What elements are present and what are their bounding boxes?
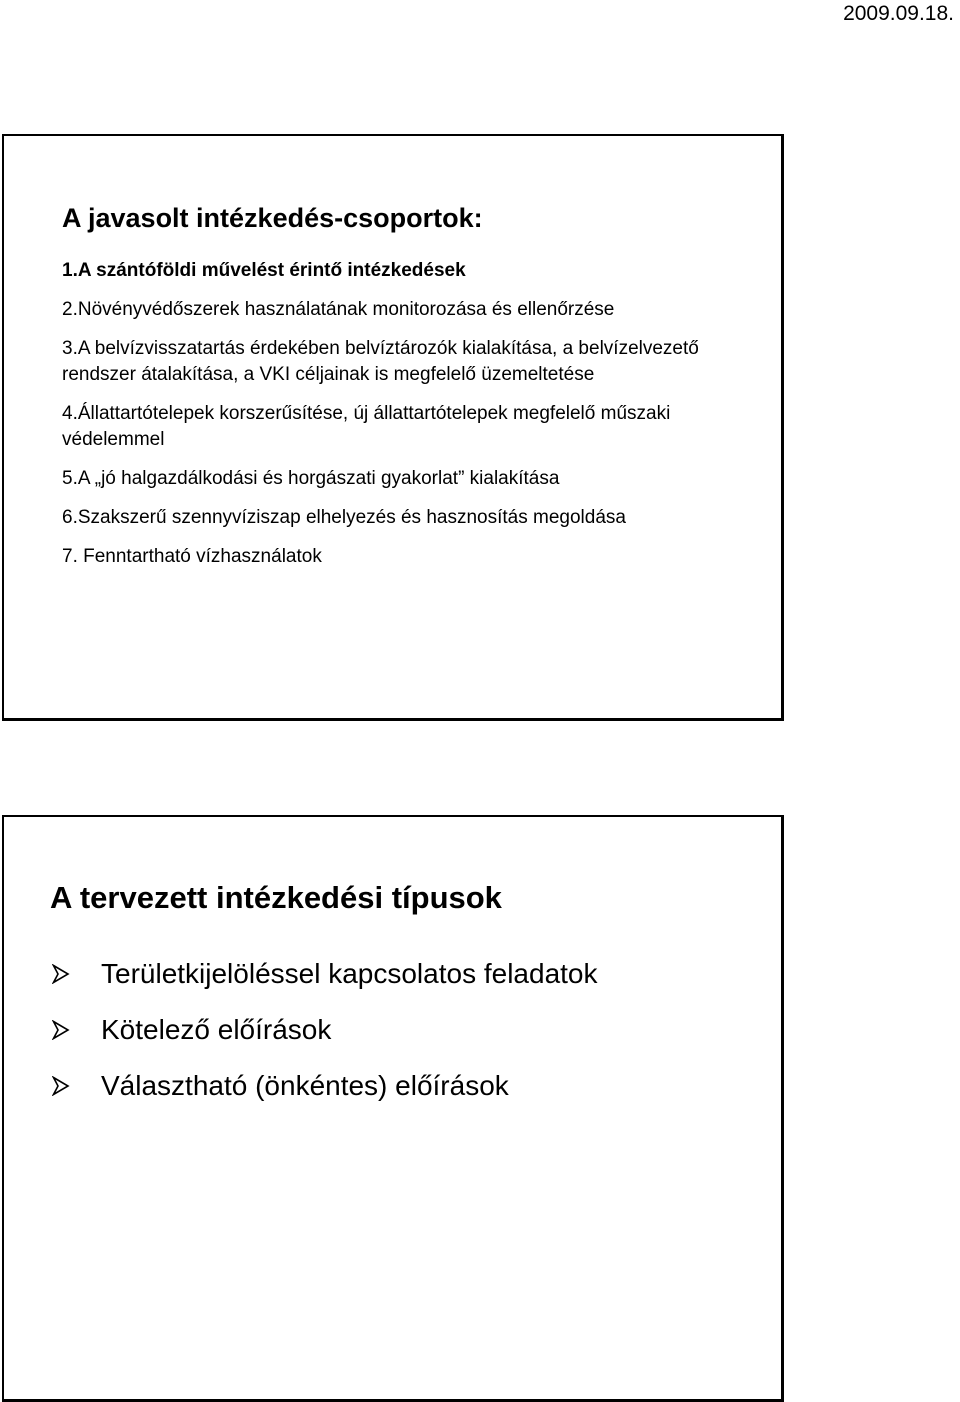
slide-measure-groups bbox=[2, 134, 784, 721]
measure-group-item-4: 4.Állattartótelepek korszerűsítése, új állattartótelepek megfelelő műszaki védelemmel bbox=[62, 403, 671, 450]
slide-measure-types bbox=[2, 815, 784, 1402]
arrowhead-bullet-icon bbox=[52, 964, 70, 984]
page-date: 2009.09.18. bbox=[843, 2, 954, 25]
measure-type-label: Kötelező előírások bbox=[101, 1014, 332, 1045]
measure-group-list bbox=[62, 258, 712, 583]
arrowhead-bullet-icon bbox=[52, 1076, 70, 1096]
slide-title: A tervezett intézkedési típusok bbox=[50, 880, 502, 915]
arrowhead-bullet-icon bbox=[52, 1020, 70, 1040]
measure-group-item-3: 3.A belvízvisszatartás érdekében belvíztározók kialakítása, a belvízelvezető rendszer átalakítása, a VKI céljainak is megfelelő üzemeltetése bbox=[62, 338, 699, 385]
measure-group-item-7: 7. Fenntartható vízhasználatok bbox=[62, 546, 322, 567]
measure-type-item-3 bbox=[52, 1066, 772, 1106]
measure-type-label: Választható (önkéntes) előírások bbox=[101, 1070, 509, 1101]
measure-group-item-2: 2.Növényvédőszerek használatának monitorozása és ellenőrzése bbox=[62, 299, 615, 320]
measure-type-label: Területkijelöléssel kapcsolatos feladatok bbox=[101, 958, 598, 989]
measure-type-item-1 bbox=[52, 954, 772, 994]
measure-type-list bbox=[52, 954, 772, 1122]
measure-type-item-2 bbox=[52, 1010, 772, 1050]
slide-title: A javasolt intézkedés-csoportok: bbox=[62, 203, 483, 233]
measure-group-item-1: 1.A szántóföldi művelést érintő intézkedések bbox=[62, 260, 466, 281]
measure-group-item-5: 5.A „jó halgazdálkodási és horgászati gyakorlat” kialakítása bbox=[62, 468, 560, 489]
measure-group-item-6: 6.Szakszerű szennyvíziszap elhelyezés és hasznosítás megoldása bbox=[62, 507, 626, 528]
